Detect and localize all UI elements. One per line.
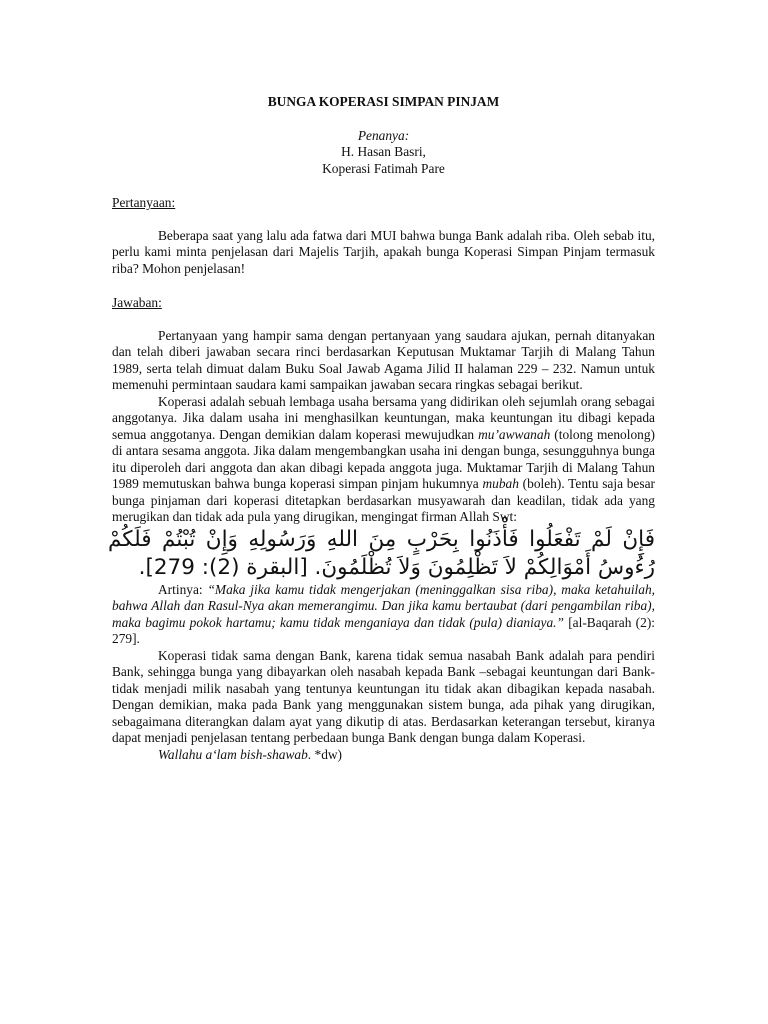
translation-text: “Maka jika kamu tidak mengerjakan (meninggalkan sisa riba), maka ketahuilah, bahwa Allah dan Rasul-Nya akan memerangimu. Dan jika kamu bertaubat (dari pengambilan riba), maka bagimu pokok hartamu; kamu tidak menganiaya dan tidak (pula) dianiaya.”	[112, 581, 655, 630]
term-muawwanah: mu’awwanah	[478, 426, 551, 442]
translation-label: Artinya:	[158, 581, 208, 597]
translation-paragraph	[112, 582, 655, 648]
question-text: Beberapa saat yang lalu ada fatwa dari MUI bahwa bunga Bank adalah riba. Oleh sebab itu, perlu kami minta penjelasan dari Majelis Tarjih, apakah bunga Koperasi Simpan Pinjam termasuk riba? Mohon penjelasan!	[112, 227, 655, 276]
paragraph-2-text-b: (tolong menolong) di antara sesama anggota. Jika dalam mengembangkan usaha ini dengan bunga, sesungguhnya bunga itu diperoleh dari anggota dan akan dibagi kepada anggota juga. Muktamar Tarjih di Malang Tahun 1989 memutuskan bahwa bunga koperasi simpan pinjam hukumnya	[112, 426, 655, 491]
paragraph-2-text-c: (boleh). Tentu saja besar bunga pinjaman dari koperasi ditetapkan berdasarkan musyawarah dan keadilan, tidak ada yang merugikan dan tidak ada pula yang dirugikan, mengingat firman Allah Swt:	[112, 476, 655, 524]
question-heading: Pertanyaan:	[112, 195, 176, 210]
closing-signature: . *dw)	[307, 746, 343, 762]
closing-phrase: Wallahu a‘lam bish-shawab	[158, 746, 308, 762]
answer-paragraph-3: Koperasi tidak sama dengan Bank, karena tidak semua nasabah Bank adalah para pendiri Bank, sehingga bunga yang dibayarkan oleh nasabah kepada Bank –sebagai keuntungan dari Bank- tidak menjadi milik nasabah yang tentunya keuntungan itu tidak akan dibagikan kepada nasabah. Dengan demikian, maka pada Bank yang menggunakan sistem bunga, ada pihak yang dirugikan, sebagaimana diterangkan dalam ayat yang dikutip di atas. Berdasarkan keterangan tersebut, kiranya dapat menjadi penjelasan tentang perbedaan bunga Bank dengan bunga dalam Koperasi.	[112, 647, 655, 745]
answer-paragraph-2	[112, 394, 655, 526]
paragraph-2-text-a: Koperasi adalah sebuah lembaga usaha bersama yang didirikan oleh sejumlah orang sebagai anggotanya. Jika dalam usaha ini menghasilkan keuntungan, maka keuntungan itu dibagi kepada semua anggotanya. Dengan demikian dalam koperasi mewujudkan	[112, 393, 655, 442]
term-mubah: mubah	[482, 476, 519, 491]
translation-reference: [al-Baqarah (2): 279].	[112, 614, 655, 646]
quran-verse-arabic: فَإِنْ لَمْ تَفْعَلُوا فَأْذَنُوا بِحَرْبٍ مِنَ اللهِ وَرَسُولِهِ وَإِنْ تُبْتُمْ فَلَكُمْ رُءُوسُ أَمْوَالِكُمْ لاَ تَظْلِمُونَ وَلاَ تُظْلَمُونَ. [البقرة (2): 279].	[108, 526, 655, 580]
answer-paragraph-1: Pertanyaan yang hampir sama dengan pertanyaan yang saudara ajukan, pernah ditanyakan dan telah diberi jawaban secara rinci berdasarkan Keputusan Muktamar Tarjih di Malang Tahun 1989, serta telah dimuat dalam Buku Soal Jawab Agama Jilid II halaman 229 – 232. Namun untuk memenuhi permintaan saudara kami sampaikan jawaban secara ringkas sebagai berikut.	[112, 327, 655, 392]
closing-line	[112, 747, 655, 764]
asker-name: H. Hasan Basri,	[341, 144, 426, 159]
asker-organization: Koperasi Fatimah Pare	[322, 160, 445, 176]
document-title: BUNGA KOPERASI SIMPAN PINJAM	[267, 94, 500, 109]
asker-label: Penanya:	[357, 127, 410, 143]
document-page	[108, 94, 655, 763]
answer-heading: Jawaban:	[112, 295, 162, 310]
